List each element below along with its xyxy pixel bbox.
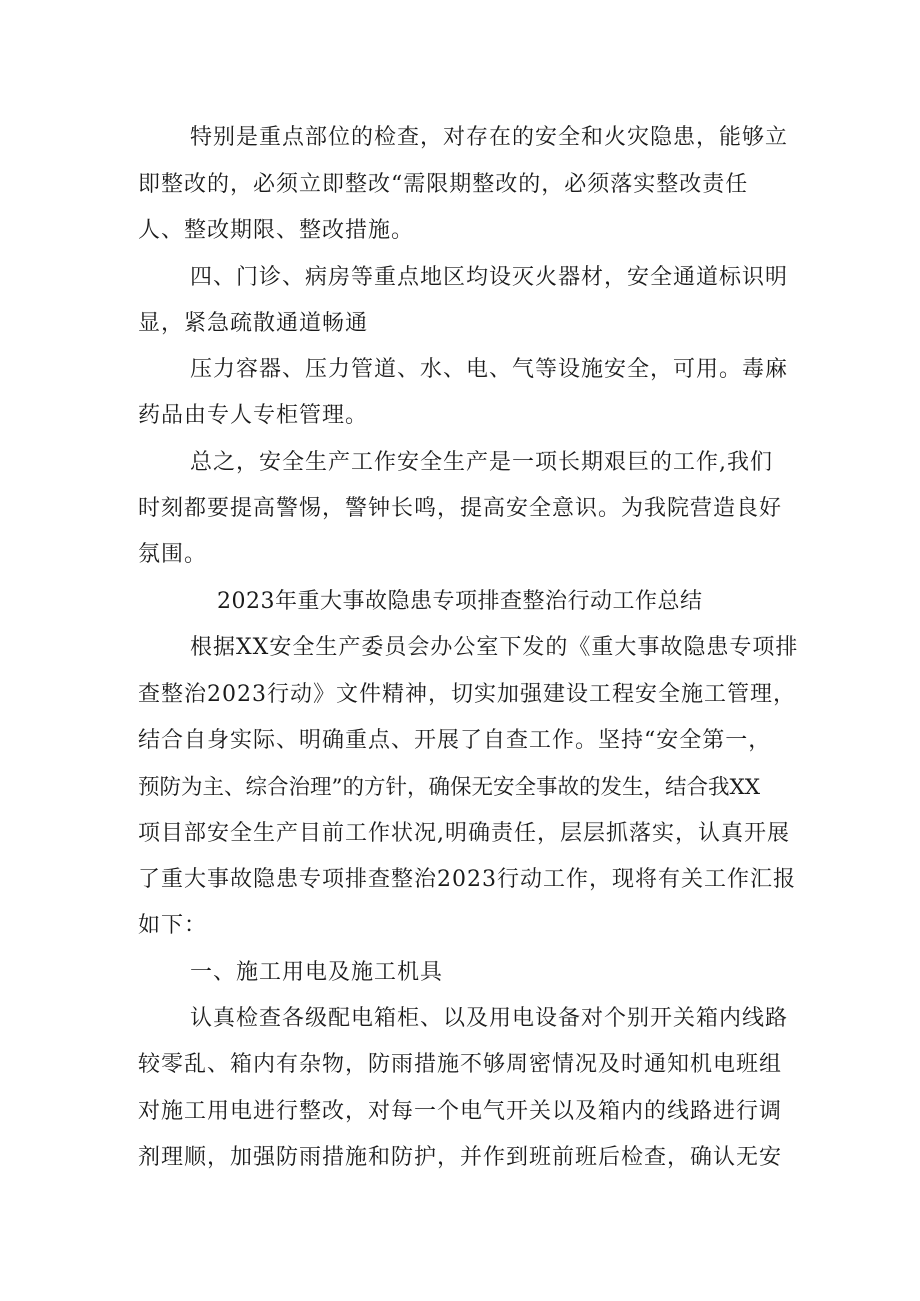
- paragraph-line: 如下：: [138, 913, 208, 938]
- paragraph-line: 人、整改期限、整改措施。: [138, 218, 415, 243]
- paragraph-line: 认真检查各级配电箱柜、以及用电设备对个别开关箱内线路: [190, 1006, 789, 1031]
- paragraph-line: 压力容器、压力管道、水、电、气等设施安全，可用。毒麻: [190, 357, 789, 382]
- paragraph-line: 时刻都要提高警惕，警钟长鸣，提高安全意识。为我院营造良好: [138, 496, 783, 521]
- section-title: 2023年重大事故隐患专项排查整治行动工作总结: [217, 589, 703, 614]
- paragraph-line: 对施工用电进行整改，对每一个电气开关以及箱内的线路进行调: [138, 1099, 783, 1124]
- paragraph-line: 即整改的，必须立即整改“需限期整改的，必须落实整改责任: [138, 172, 749, 197]
- paragraph-line: 剂理顺，加强防雨措施和防护，并作到班前班后检查，确认无安: [138, 1145, 783, 1170]
- paragraph-line: 预防为主、综合治理”的方针，确保无安全事故的发生，结合我XX: [138, 775, 761, 800]
- paragraph-line: 查整治2023行动》文件精神，切实加强建设工程安全施工管理，: [138, 682, 796, 707]
- paragraph-line: 结合自身实际、明确重点、开展了自查工作。坚持“安全第一，: [138, 728, 772, 753]
- paragraph-line: 氛围。: [138, 542, 208, 567]
- paragraph-line: 了重大事故隐患专项排查整治2023行动工作，现将有关工作汇报: [138, 867, 796, 892]
- paragraph-line: 特别是重点部位的检查，对存在的安全和火灾隐患，能够立: [190, 125, 789, 150]
- section-heading: 一、施工用电及施工机具: [190, 960, 444, 985]
- paragraph-line: 项目部安全生产目前工作状况,明确责任，层层抓落实，认真开展: [138, 821, 790, 846]
- paragraph-line: 根据XX安全生产委员会办公室下发的《重大事故隐患专项排: [190, 635, 799, 660]
- paragraph-line: 总之，安全生产工作安全生产是一项长期艰巨的工作,我们: [190, 450, 773, 475]
- paragraph-line: 显，紧急疏散通道畅通: [138, 311, 369, 336]
- paragraph-line: 较零乱、箱内有杂物，防雨措施不够周密情况及时通知机电班组: [138, 1052, 783, 1077]
- paragraph-line: 四、门诊、病房等重点地区均设灭火器材，安全通道标识明: [190, 265, 789, 290]
- paragraph-line: 药品由专人专柜管理。: [138, 403, 369, 428]
